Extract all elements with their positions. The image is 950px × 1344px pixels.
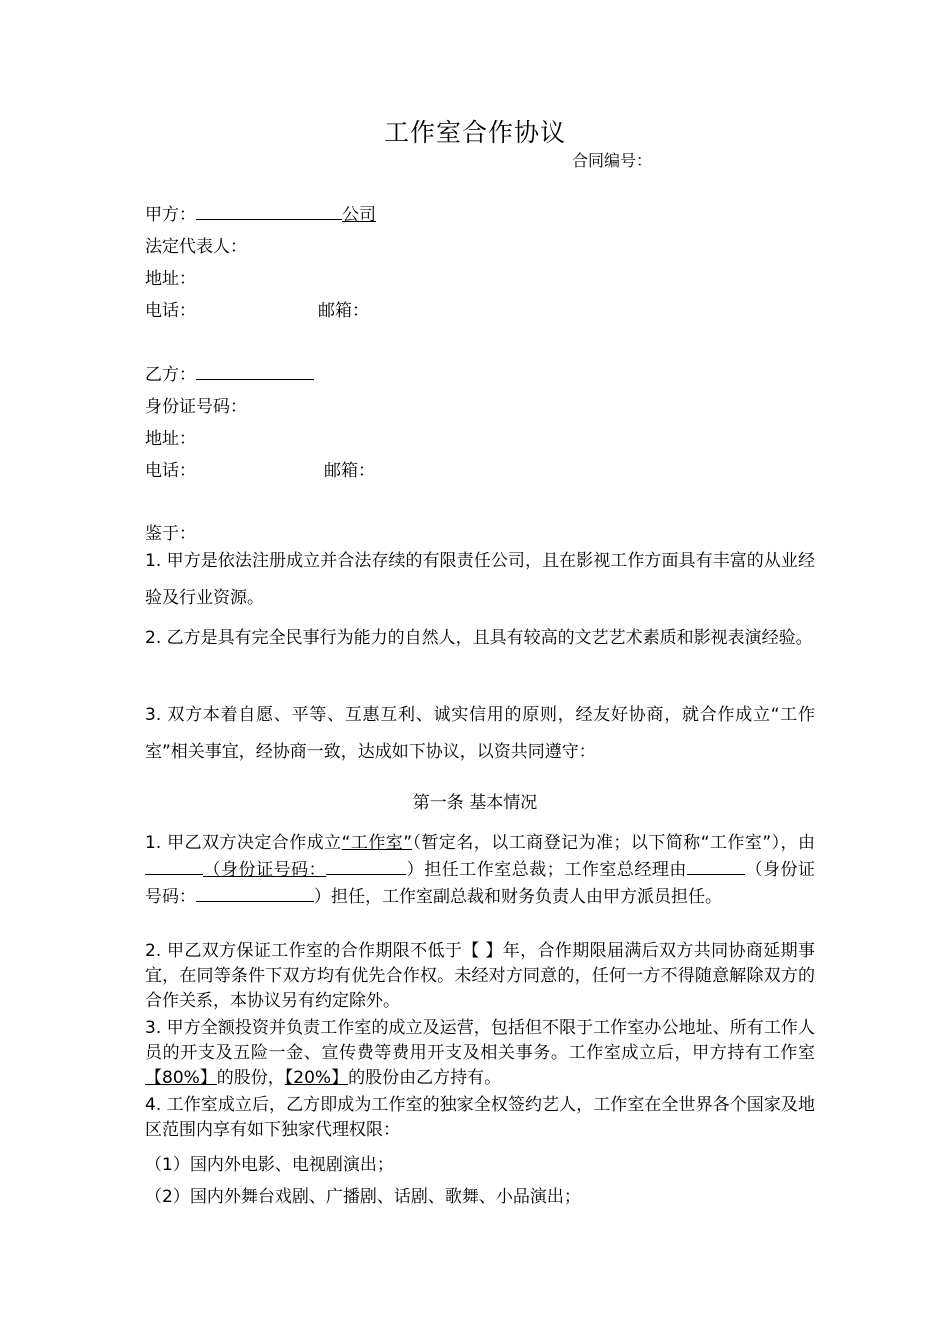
contract-number-label: 合同编号： [572, 151, 653, 170]
party-b-label: 乙方： [145, 365, 196, 385]
clause-3-party-a-share: 【80%】 [145, 1068, 217, 1088]
clause-1-manager-blank [687, 856, 745, 875]
clause-1-id-blank-1 [326, 856, 406, 875]
party-a-address: 地址： [145, 269, 196, 289]
article-1-clause-3 [145, 1016, 815, 1091]
article-1-clause-1 [145, 831, 815, 910]
clause-1-text-d: （身份证号码： [145, 859, 816, 907]
party-a-name-blank [196, 201, 342, 220]
clause-1-id-close-1: ） [406, 859, 425, 880]
article-1-clause-4: 4. 工作室成立后，乙方即成为工作室的独家全权签约艺人，工作室在全世界各个国家及地区范围内享有如下独家代理权限： [145, 1095, 815, 1140]
party-b-id: 身份证号码： [145, 397, 247, 417]
clause-3-text-c: 的股份由乙方持有。 [348, 1068, 502, 1088]
party-b-address: 地址： [145, 429, 196, 449]
party-b-line [145, 360, 314, 385]
whereas-label: 鉴于： [145, 524, 196, 544]
party-b-phone: 电话： [145, 461, 196, 481]
clause-1-id-blank-2 [196, 883, 314, 902]
clause-3-party-b-share: 【20%】 [284, 1068, 349, 1088]
clause-1-id-label-1: （身份证号码： [203, 859, 327, 880]
article-1-clause-2: 2. 甲乙双方保证工作室的合作期限不低于【 】年，合作期限届满后双方共同协商延期事宜，在同等条件下双方均有优先合作权。未经对方同意的，任何一方不得随意解除双方的合作关系，本协议另有约定除外。 [145, 941, 815, 1011]
whereas-item-2: 2. 乙方是具有完全民事行为能力的自然人，且具有较高的文艺艺术素质和影视表演经验。 [145, 628, 813, 648]
article-1-heading: 第一条 基本情况 [412, 793, 538, 813]
document-title: 工作室合作协议 [383, 118, 566, 147]
party-a-rep: 法定代表人： [145, 237, 247, 257]
party-a-suffix: 公司 [342, 205, 376, 225]
right-item-2: （2）国内外舞台戏剧、广播剧、话剧、歌舞、小品演出； [145, 1187, 581, 1207]
clause-1-text-e: ）担任，工作室副总裁和财务负责人由甲方派员担任。 [314, 886, 722, 907]
party-a-phone: 电话： [145, 301, 196, 321]
party-b-name-blank [196, 361, 314, 380]
right-item-1: （1）国内外电影、电视剧演出； [145, 1155, 394, 1175]
clause-1-president-blank [145, 856, 203, 875]
clause-3-text-a: 3. 甲方全额投资并负责工作室的成立及运营，包括但不限于工作室办公地址、所有工作人员的开支及五险一金、宣传费等费用开支及相关事务。工作室成立后，甲方持有工作室 [145, 1018, 815, 1063]
whereas-item-3: 3. 双方本着自愿、平等、互惠互利、诚实信用的原则，经友好协商，就合作成立“工作室”相关事宜，经协商一致，达成如下协议，以资共同遵守： [145, 705, 815, 762]
clause-1-text-a: 1. 甲乙双方决定合作成立 [145, 833, 342, 853]
whereas-item-1: 1. 甲方是依法注册成立并合法存续的有限责任公司，且在影视工作方面具有丰富的从业经验及行业资源。 [145, 551, 815, 608]
party-a-line [145, 200, 376, 225]
clause-3-text-b: 的股份， [216, 1068, 285, 1088]
clause-1-text-b: （暂定名，以工商登记为准；以下简称“工作室”），由 [412, 833, 815, 853]
clause-1-studio-name: “工作室” [341, 833, 413, 853]
clause-1-text-c: 担任工作室总裁；工作室总经理由 [424, 859, 687, 880]
party-a-email: 邮箱： [318, 301, 369, 321]
party-a-label: 甲方： [145, 205, 196, 225]
party-b-email: 邮箱： [324, 461, 375, 481]
